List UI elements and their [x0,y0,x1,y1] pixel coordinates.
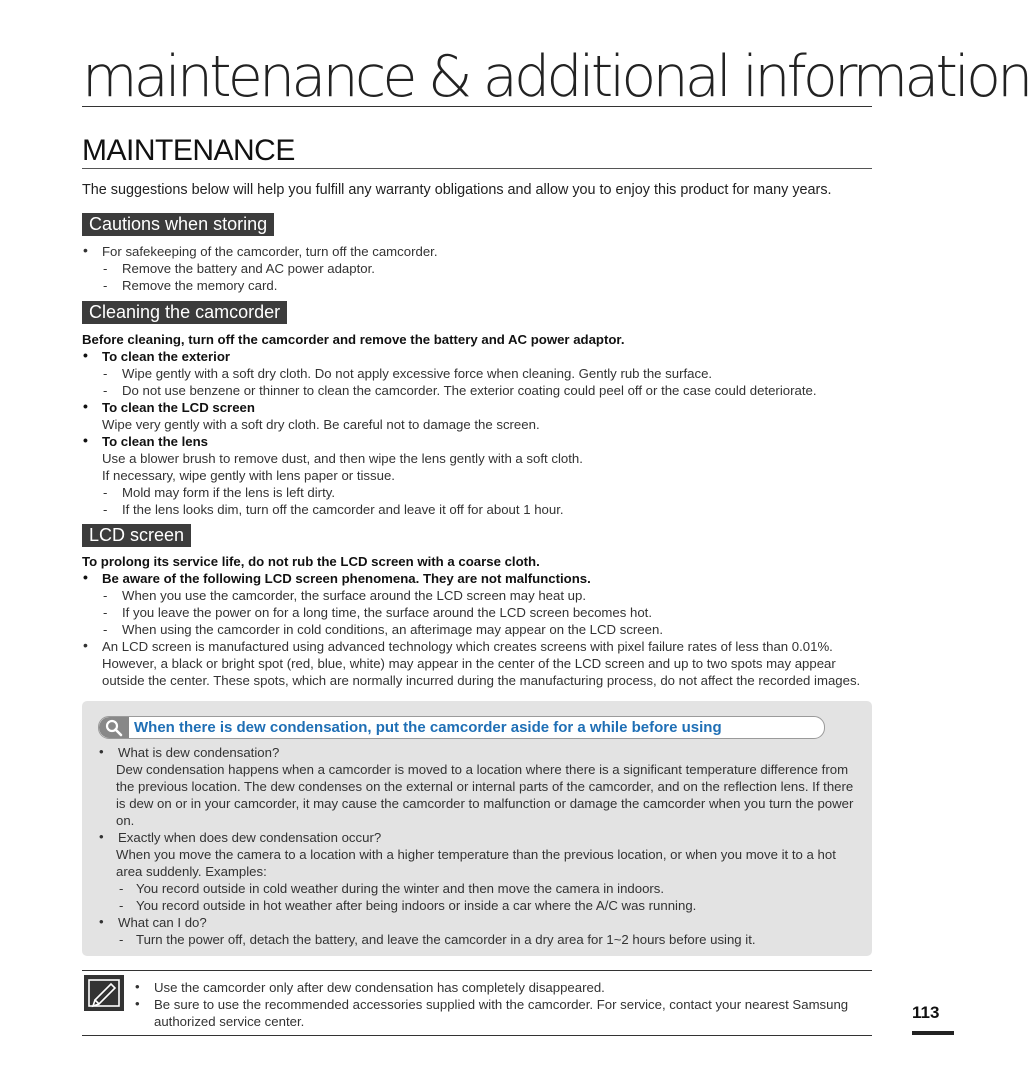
list-item: - Remove the battery and AC power adaptor. [82,260,877,277]
cleaning-heading: Cleaning the camcorder [82,301,287,324]
list-item: - Mold may form if the lens is left dirty. [82,484,877,501]
list-item: When you move the camera to a location with a higher temperature than the previous location, or when you move it to a hot area suddenly. Examples: [116,847,836,879]
page-number: 113 [912,1003,940,1022]
list-item: • What is dew condensation? [98,744,860,761]
lcd-heading: LCD screen [82,524,191,547]
dew-tip-title [98,716,825,739]
list-item: • Be aware of the following LCD screen phenomena. They are not malfunctions. [82,570,877,587]
lcd-lead: To prolong its service life, do not rub the LCD screen with a coarse cloth. [82,554,540,569]
list-item: • Be sure to use the recommended accessories supplied with the camcorder. For service, contact your nearest Samsung authorized service center. [134,996,854,1030]
note-pencil-icon [84,975,124,1011]
page-number-bar [912,1031,954,1035]
note-body [134,979,874,1030]
cleaning-block [82,331,877,518]
list-item: - Turn the power off, detach the battery, and leave the camcorder in a dry area for 1~2 hours before using it. [98,931,860,948]
list-item: If necessary, wipe gently with lens paper or tissue. [102,468,395,483]
list-item: • Exactly when does dew condensation occur? [98,829,860,846]
lcd-block [82,553,877,689]
magnifier-icon [99,717,129,738]
list-item: • What can I do? [98,914,860,931]
list-item: • To clean the lens [82,433,877,450]
list-item: - You record outside in cold weather during the winter and then move the camera in indoors. [98,880,860,897]
list-item: Wipe very gently with a soft dry cloth. Be careful not to damage the screen. [102,417,540,432]
section-title: MAINTENANCE [82,134,872,169]
list-item: - You record outside in hot weather after being indoors or inside a car where the A/C was running. [98,897,860,914]
list-item: - Wipe gently with a soft dry cloth. Do not apply excessive force when cleaning. Gently rub the surface. [82,365,877,382]
list-item: - Do not use benzene or thinner to clean the camcorder. The exterior coating could peel off or the case could deteriorate. [82,382,877,399]
list-item: • To clean the exterior [82,348,877,365]
list-item: - When using the camcorder in cold conditions, an afterimage may appear on the LCD screen. [82,621,877,638]
storing-heading: Cautions when storing [82,213,274,236]
list-item: - Remove the memory card. [82,277,877,294]
list-item: - If the lens looks dim, turn off the camcorder and leave it off for about 1 hour. [82,501,877,518]
intro-text: The suggestions below will help you fulfill any warranty obligations and allow you to enjoy this product for many years. [82,182,832,198]
cleaning-lead: Before cleaning, turn off the camcorder and remove the battery and AC power adaptor. [82,332,625,347]
list-item: • Use the camcorder only after dew condensation has completely disappeared. [134,979,874,996]
dew-tip-box [82,701,872,956]
chapter-title: maintenance & additional information [82,44,1029,110]
dew-tip-title-text: When there is dew condensation, put the camcorder aside for a while before using [134,719,722,736]
list-item: • For safekeeping of the camcorder, turn off the camcorder. [82,243,877,260]
note-box [82,970,872,1036]
dew-tip-body [98,744,860,948]
list-item: - If you leave the power on for a long time, the surface around the LCD screen becomes hot. [82,604,877,621]
list-item: Use a blower brush to remove dust, and then wipe the lens gently with a soft cloth. [102,451,583,466]
storing-block [82,243,877,294]
list-item: - When you use the camcorder, the surface around the LCD screen may heat up. [82,587,877,604]
list-item: • An LCD screen is manufactured using advanced technology which creates screens with pixel failure rates of less than 0.01%. However, a black or bright spot (red, blue, white) may appear in the center of the LCD screen and up to two spots may appear outside the center. These spots, which are normally incurred during the manufacturing process, do not affect the recorded images. [82,638,874,689]
list-item: Dew condensation happens when a camcorder is moved to a location where there is a significant temperature difference from the previous location. The dew condenses on the external or internal parts of the camcorder, and on the reflection lens. If there is dew on or in your camcorder, it may cause the camcorder to malfunction or damage the camcorder when you turn the power on. [116,762,854,828]
list-item: • To clean the LCD screen [82,399,877,416]
